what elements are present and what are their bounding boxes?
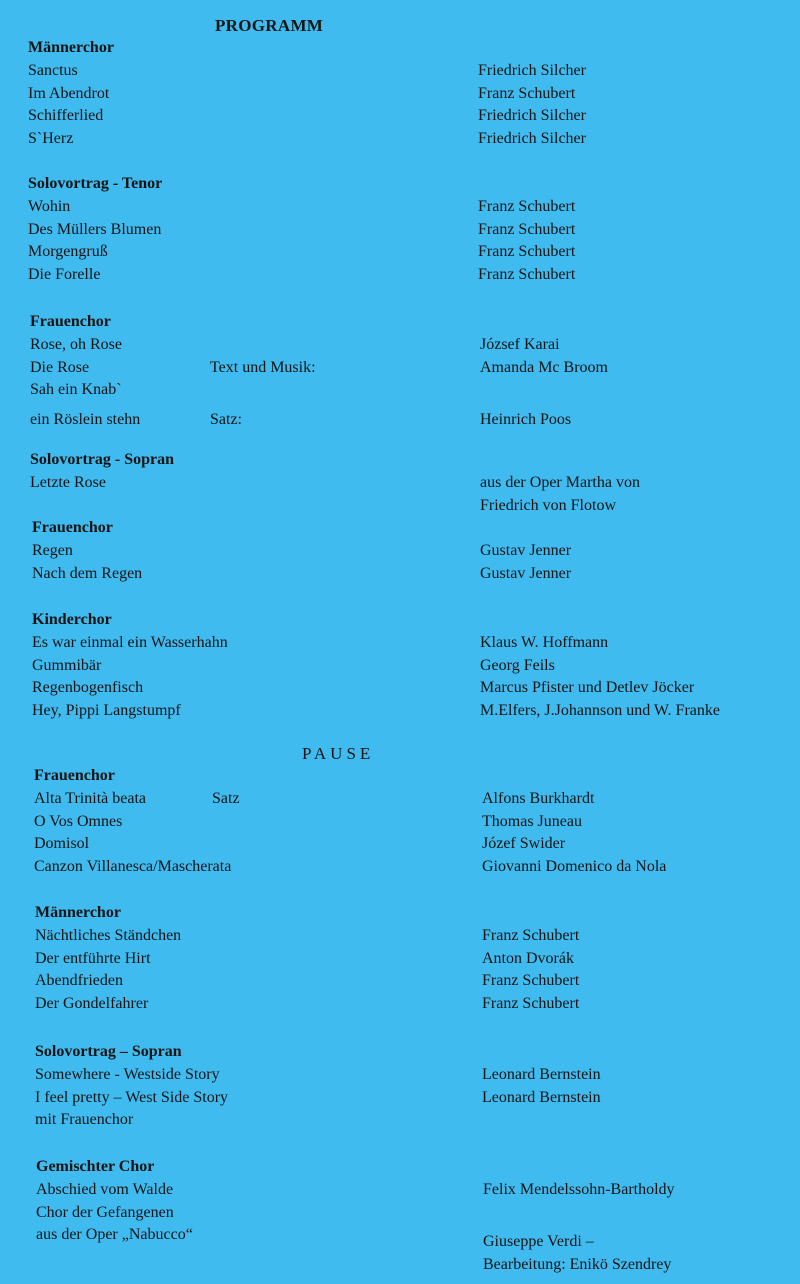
section-heading: Solovortrag - Tenor bbox=[28, 175, 163, 192]
section-heading: Kinderchor bbox=[32, 611, 112, 628]
composer: Marcus Pfister und Detlev Jöcker bbox=[480, 679, 695, 697]
section-heading: Gemischter Chor bbox=[36, 1158, 155, 1175]
program-piece: Es war einmal ein Wasserhahn bbox=[32, 633, 228, 651]
section-heading: Frauenchor bbox=[32, 519, 113, 536]
program-piece: Im Abendrot bbox=[28, 84, 110, 102]
composer: Leonard Bernstein bbox=[482, 1088, 601, 1106]
arrangement-label: Satz bbox=[212, 789, 240, 807]
composer: Gustav Jenner bbox=[480, 564, 572, 582]
program-piece: Regenbogenfisch bbox=[32, 679, 144, 697]
composer: Friedrich Silcher bbox=[478, 61, 586, 79]
program-piece: Sah ein Knab` bbox=[30, 381, 122, 399]
composer: Amanda Mc Broom bbox=[480, 358, 608, 376]
composer: Franz Schubert bbox=[482, 926, 580, 944]
composer: Georg Feils bbox=[480, 656, 555, 674]
program-piece: Hey, Pippi Langstumpf bbox=[32, 702, 181, 720]
composer: József Karai bbox=[480, 335, 560, 353]
composer: Franz Schubert bbox=[478, 197, 576, 215]
program-piece: Chor der Gefangenen bbox=[36, 1203, 174, 1221]
section-heading: Männerchor bbox=[35, 904, 121, 921]
program-piece: Sanctus bbox=[28, 61, 78, 79]
section-heading: Solovortrag - Sopran bbox=[30, 451, 174, 468]
program-piece: Wohin bbox=[28, 197, 71, 215]
composer: Franz Schubert bbox=[478, 220, 576, 238]
program-piece: Somewhere - Westside Story bbox=[35, 1065, 220, 1083]
program-piece: Gummibär bbox=[32, 656, 102, 674]
program-piece: Die Forelle bbox=[28, 266, 101, 284]
program-piece: O Vos Omnes bbox=[34, 812, 123, 830]
composer: Friedrich Silcher bbox=[478, 130, 586, 148]
composer: M.Elfers, J.Johannson und W. Franke bbox=[480, 702, 720, 720]
program-piece: Nach dem Regen bbox=[32, 564, 143, 582]
program-piece: Nächtliches Ständchen bbox=[35, 926, 182, 944]
composer: Leonard Bernstein bbox=[482, 1065, 601, 1083]
section-heading: Männerchor bbox=[28, 39, 114, 56]
composer: Friedrich von Flotow bbox=[480, 496, 616, 514]
program-piece: S`Herz bbox=[28, 130, 74, 148]
program-title: PROGRAMM bbox=[215, 16, 324, 35]
program-piece: I feel pretty – West Side Story bbox=[35, 1088, 229, 1106]
section-heading: Solovortrag – Sopran bbox=[35, 1043, 182, 1060]
composer: Heinrich Poos bbox=[480, 411, 572, 429]
composer: Franz Schubert bbox=[478, 266, 576, 284]
program-piece: Domisol bbox=[34, 835, 90, 853]
program-piece: aus der Oper „Nabucco“ bbox=[36, 1226, 193, 1244]
program-piece: Des Müllers Blumen bbox=[28, 220, 162, 238]
composer: Anton Dvorák bbox=[482, 949, 574, 967]
composer: Klaus W. Hoffmann bbox=[480, 633, 609, 651]
program-piece: Canzon Villanesca/Mascherata bbox=[34, 858, 232, 876]
program-piece: Rose, oh Rose bbox=[30, 335, 122, 353]
pause-heading: PAUSE bbox=[302, 744, 375, 763]
arrangement-label: Satz: bbox=[210, 411, 242, 429]
composer: Friedrich Silcher bbox=[478, 107, 586, 125]
composer: Thomas Juneau bbox=[482, 812, 582, 830]
program-piece: Abendfrieden bbox=[35, 972, 123, 990]
program-piece: Der Gondelfahrer bbox=[35, 995, 149, 1013]
program-piece: Schifferlied bbox=[28, 107, 104, 125]
arrangement-label: Text und Musik: bbox=[210, 358, 316, 376]
composer: aus der Oper Martha von bbox=[480, 473, 640, 491]
section-heading: Frauenchor bbox=[34, 767, 115, 784]
composer: Giovanni Domenico da Nola bbox=[482, 858, 667, 876]
composer: Alfons Burkhardt bbox=[482, 789, 595, 807]
composer: Franz Schubert bbox=[478, 243, 576, 261]
composer: Franz Schubert bbox=[482, 972, 580, 990]
program-piece: Morgengruß bbox=[28, 243, 108, 261]
program-piece: Regen bbox=[32, 541, 73, 559]
composer: Józef Swider bbox=[482, 835, 566, 853]
composer: Felix Mendelssohn-Bartholdy bbox=[483, 1180, 675, 1198]
composer: Bearbeitung: Enikö Szendrey bbox=[483, 1256, 672, 1274]
section-heading: Frauenchor bbox=[30, 313, 111, 330]
composer: Giuseppe Verdi – bbox=[483, 1233, 594, 1251]
program-piece: Alta Trinità beata bbox=[34, 789, 146, 807]
program-piece: Letzte Rose bbox=[30, 473, 106, 491]
composer: Franz Schubert bbox=[482, 995, 580, 1013]
composer: Franz Schubert bbox=[478, 84, 576, 102]
program-piece: Abschied vom Walde bbox=[36, 1180, 174, 1198]
composer: Gustav Jenner bbox=[480, 541, 572, 559]
program-piece: Der entführte Hirt bbox=[35, 949, 151, 967]
program-piece: mit Frauenchor bbox=[35, 1111, 134, 1129]
program-piece: Die Rose bbox=[30, 358, 90, 376]
program-piece: ein Röslein stehn bbox=[30, 411, 141, 429]
